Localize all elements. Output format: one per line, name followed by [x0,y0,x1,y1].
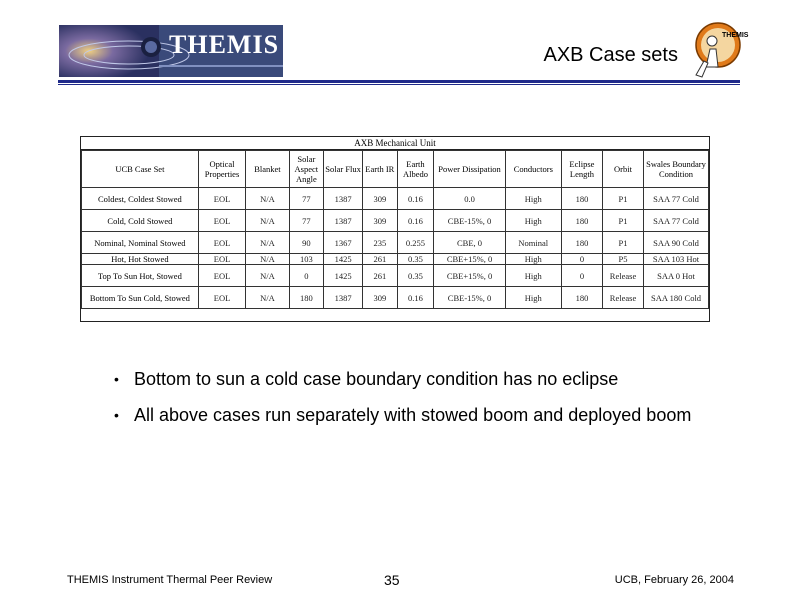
col-header: Eclipse Length [561,151,602,188]
col-header: Optical Properties [198,151,246,188]
table-cell: 0.0 [434,188,505,210]
case-name-cell: Nominal, Nominal Stowed [82,232,199,254]
footer-date: UCB, February 26, 2004 [614,574,734,586]
table-cell: High [505,210,561,232]
table-cell: 309 [363,210,398,232]
table-cell: CBE+15%, 0 [434,265,505,287]
table-cell: High [505,188,561,210]
table-header-row [82,151,709,188]
table-cell: 0.16 [397,287,434,309]
col-header: Swales Boundary Condition [644,151,709,188]
badge-text: THEMIS [722,32,749,39]
col-header: Earth Albedo [397,151,434,188]
table-cell: SAA 0 Hot [644,265,709,287]
table-cell: 0 [289,265,324,287]
table-cell: N/A [246,265,289,287]
table-cell: 0 [561,254,602,265]
table-cell: CBE-15%, 0 [434,287,505,309]
bullet-text: All above cases run separately with stowed boom and deployed boom [134,405,692,425]
table-cell: 1387 [324,287,363,309]
table-row [82,188,709,210]
table-cell: CBE, 0 [434,232,505,254]
logo-text: THEMIS [169,30,280,59]
themis-logo [59,25,283,77]
table-row [82,254,709,265]
themis-mission-badge-icon [688,17,749,79]
table-caption: AXB Mechanical Unit [81,137,709,150]
table-cell: 1425 [324,265,363,287]
table-cell: N/A [246,232,289,254]
case-name-cell: Coldest, Coldest Stowed [82,188,199,210]
bullet-dot-icon: • [114,407,119,423]
col-header: Solar Flux [324,151,363,188]
case-name-cell: Hot, Hot Stowed [82,254,199,265]
col-header: Orbit [602,151,643,188]
bullet-text: Bottom to sun a cold case boundary condition has no eclipse [134,369,619,389]
table-cell: 0.16 [397,188,434,210]
table-cell: N/A [246,287,289,309]
table-cell: CBE-15%, 0 [434,210,505,232]
table-row [82,265,709,287]
table-cell: 309 [363,287,398,309]
table-cell: EOL [198,287,246,309]
table-cell: N/A [246,210,289,232]
table-cell: SAA 103 Hot [644,254,709,265]
table-cell: N/A [246,188,289,210]
table-cell: SAA 77 Cold [644,210,709,232]
col-header: Conductors [505,151,561,188]
table-cell: 0.255 [397,232,434,254]
table-cell: 0.16 [397,210,434,232]
table-cell: 1367 [324,232,363,254]
title-rule-thin [58,84,740,85]
col-header: Earth IR [363,151,398,188]
table-cell: EOL [198,232,246,254]
table-cell: EOL [198,210,246,232]
table-cell: EOL [198,254,246,265]
table-cell: P5 [602,254,643,265]
title-rule [58,80,740,83]
table-cell: 180 [561,188,602,210]
bullet-list [112,368,732,440]
table-cell: 1425 [324,254,363,265]
table-cell: CBE+15%, 0 [434,254,505,265]
table-cell: 180 [561,287,602,309]
table-cell: 103 [289,254,324,265]
case-name-cell: Top To Sun Hot, Stowed [82,265,199,287]
table-cell: 180 [561,210,602,232]
table-cell: P1 [602,210,643,232]
table-cell: High [505,254,561,265]
table-cell: P1 [602,188,643,210]
case-name-cell: Bottom To Sun Cold, Stowed [82,287,199,309]
slide-title: AXB Case sets [543,44,678,66]
axb-case-table [80,136,710,322]
table-cell: 261 [363,265,398,287]
table-cell: 77 [289,210,324,232]
table-cell: EOL [198,265,246,287]
col-header: UCB Case Set [82,151,199,188]
case-table [81,150,709,309]
table-cell: 309 [363,188,398,210]
table-cell: High [505,265,561,287]
bullet-item [112,404,732,426]
col-header: Blanket [246,151,289,188]
col-header: Solar Aspect Angle [289,151,324,188]
table-cell: 180 [561,232,602,254]
table-row [82,232,709,254]
table-cell: SAA 180 Cold [644,287,709,309]
table-cell: 180 [289,287,324,309]
table-cell: 77 [289,188,324,210]
table-cell: EOL [198,188,246,210]
table-cell: N/A [246,254,289,265]
table-cell: SAA 77 Cold [644,188,709,210]
table-cell: Release [602,265,643,287]
table-cell: 0.35 [397,265,434,287]
table-cell: 261 [363,254,398,265]
table-row [82,287,709,309]
table-cell: 0.35 [397,254,434,265]
table-cell: 90 [289,232,324,254]
table-cell: High [505,287,561,309]
bullet-dot-icon: • [114,371,119,387]
table-cell: 235 [363,232,398,254]
page-number: 35 [384,572,400,588]
case-name-cell: Cold, Cold Stowed [82,210,199,232]
table-cell: Release [602,287,643,309]
bullet-item [112,368,732,390]
table-cell: Nominal [505,232,561,254]
table-cell: 1387 [324,210,363,232]
footer-title: THEMIS Instrument Thermal Peer Review [67,574,273,586]
col-header: Power Dissipation [434,151,505,188]
table-cell: SAA 90 Cold [644,232,709,254]
table-cell: 1387 [324,188,363,210]
table-row [82,210,709,232]
table-cell: 0 [561,265,602,287]
table-cell: P1 [602,232,643,254]
